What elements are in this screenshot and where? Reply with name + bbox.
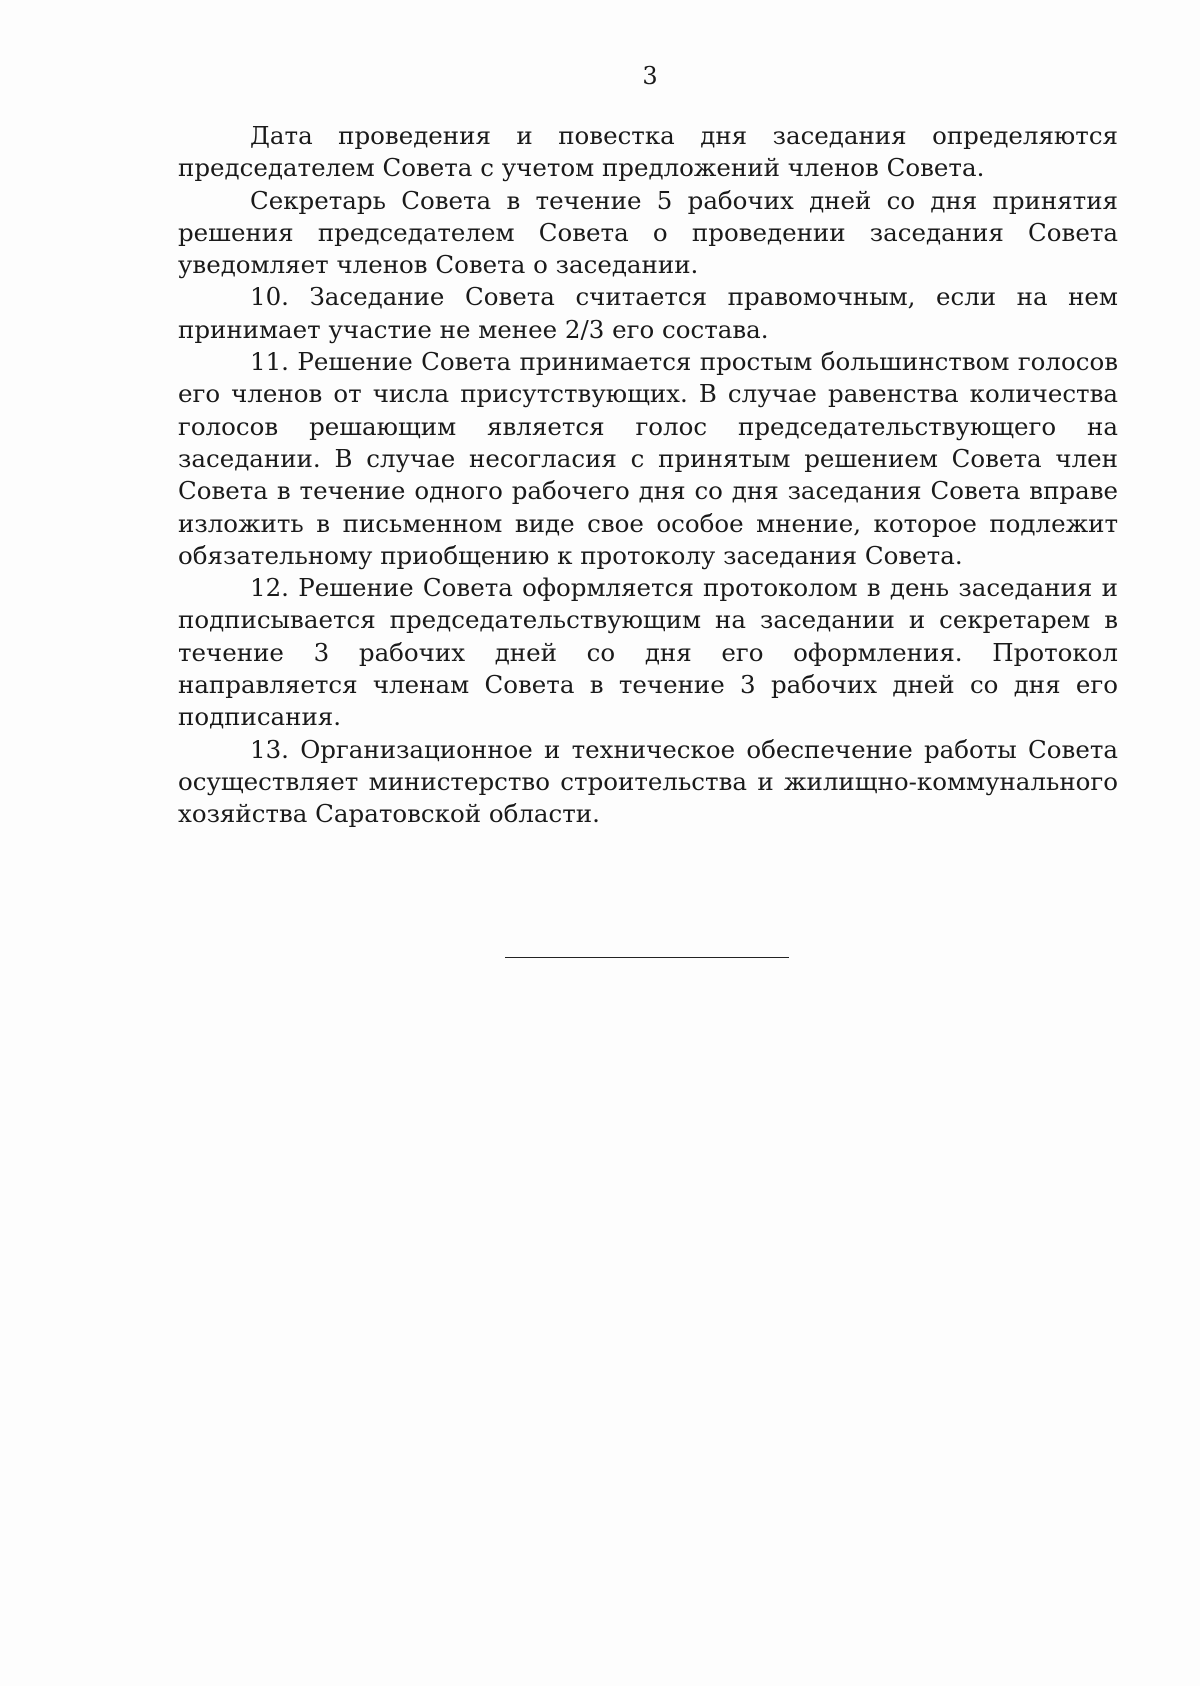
document-body [178, 120, 1118, 831]
end-separator-line [505, 957, 789, 958]
paragraph-13-support: 13. Организационное и техническое обеспечение работы Совета осуществляет министерство строительства и жилищно-коммунального хозяйства Саратовской области. [178, 734, 1118, 829]
paragraph-meeting-date-agenda: Дата проведения и повестка дня заседания определяются председателем Совета с учетом предложений членов Совета. [178, 121, 1118, 183]
paragraph-secretary-notice: Секретарь Совета в течение 5 рабочих дней со дня принятия решения председателем Совета о проведении заседания Совета уведомляет членов Совета о заседании. [178, 185, 1118, 280]
page-number: 3 [642, 62, 658, 90]
paragraph-11-voting: 11. Решение Совета принимается простым большинством голосов его членов от числа присутствующих. В случае равенства количества голосов решающим является голос председательствующего на заседании. В случае несогласия с принятым решением Совета член Совета в течение одного рабочего дня со дня заседания Совета вправе изложить в письменном виде свое особое мнение, которое подлежит обязательному приобщению к протоколу заседания Совета. [178, 347, 1118, 570]
paragraph-10-quorum: 10. Заседание Совета считается правомочным, если на нем принимает участие не менее 2/3 его состава. [178, 282, 1118, 344]
paragraph-12-protocol: 12. Решение Совета оформляется протоколом в день заседания и подписывается председательствующим на заседании и секретарем в течение 3 рабочих дней со дня его оформления. Протокол направляется членам Совета в течение 3 рабочих дней со дня его подписания. [178, 573, 1118, 732]
